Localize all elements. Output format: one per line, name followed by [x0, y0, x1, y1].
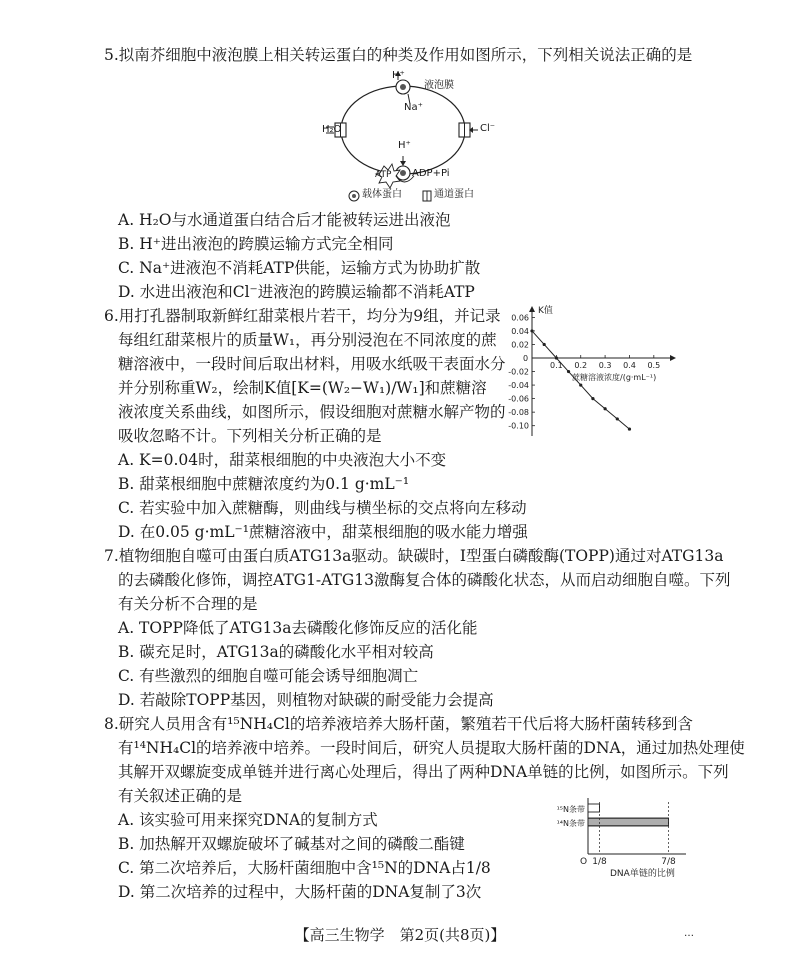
- legend-channel-icon: [423, 191, 431, 201]
- q8-stem-line-1: 8.研究人员用含有¹⁵NH₄Cl的培养液培养大肠杆菌，繁殖若干代后将大肠杆菌转移到含: [104, 715, 693, 733]
- q6-option-c: C. 若实验中加入蔗糖酶，则曲线与横坐标的交点将向左移动: [118, 499, 527, 517]
- q6-x-tick-label: 0.3: [598, 361, 612, 370]
- q6-y-tick-label: 0.06: [511, 313, 529, 323]
- legend-carrier-icon: [349, 191, 359, 201]
- q8-stem-line-3: 其解开双螺旋变成单链并进行离心处理后，得出了两种DNA单链的比例，如图所示。下列: [118, 763, 729, 781]
- q8-x-axis-label: DNA单链的比例: [610, 869, 675, 879]
- q6-y-tick-label: -0.08: [508, 408, 529, 418]
- q7-option-d: D. 若敲除TOPP基因，则植物对缺碳的耐受能力会提高: [118, 691, 494, 709]
- q5-stem: 5.拟南芥细胞中液泡膜上相关转运蛋白的种类及作用如图所示，下列相关说法正确的是: [104, 46, 693, 64]
- q6-y-axis-arrow-icon: [529, 306, 535, 312]
- q7-stem-line-3: 有关分析不合理的是: [118, 595, 258, 613]
- q6-data-point: [603, 407, 606, 410]
- q6-stem-line-2: 每组红甜菜根片的质量W₁，再分别浸泡在不同浓度的蔗: [118, 331, 497, 349]
- q7-option-b: B. 碳充足时，ATG13a的磷酸化水平相对较高: [118, 643, 434, 661]
- q8-option-d: D. 第二次培养的过程中，大肠杆菌的DNA复制了3次: [118, 883, 482, 901]
- q5-top-ion-label: H⁺: [392, 70, 405, 81]
- q5-atp-label: ATP: [375, 170, 392, 180]
- q6-x-tick-label: 0.1: [549, 361, 563, 370]
- page-footer: 【高三生物学 第2页(共8页)】: [294, 926, 506, 944]
- q6-data-point: [628, 427, 631, 430]
- q6-y-tick-label: 0.02: [511, 340, 529, 350]
- q6-stem-line-5: 液浓度关系曲线，如图所示，假设细胞对蔗糖水解产物的: [118, 403, 506, 421]
- q8-bar: [588, 818, 669, 826]
- q6-data-point: [591, 397, 594, 400]
- q6-y-tick-label: -0.02: [508, 367, 529, 377]
- q6-data-point: [567, 370, 570, 373]
- q5-membrane-label: 液泡膜: [424, 80, 454, 91]
- q8-dna-strand-chart: [530, 796, 710, 880]
- q8-stem-line-4: 有关叙述正确的是: [118, 787, 243, 805]
- q6-x-axis-arrow-icon: [670, 355, 676, 361]
- q5-na-label: Na⁺: [404, 102, 423, 113]
- q6-x-tick-label: 0.2: [574, 361, 588, 370]
- carrier-protein-top-icon: [396, 80, 410, 94]
- q6-stem-line-1: 6.用打孔器制取新鲜红甜菜根片若干，均分为9组，并记录: [104, 307, 501, 325]
- q5-transport-figure: [318, 70, 518, 204]
- q6-y-tick-label: 0.04: [511, 326, 529, 336]
- q5-option-c: C. Na⁺进液泡不消耗ATP供能，运输方式为协助扩散: [118, 259, 481, 277]
- q6-y-tick-label: -0.04: [508, 381, 529, 391]
- q6-data-point: [579, 383, 582, 386]
- q6-x-axis-label: 蔗糖溶液浓度/(g·mL⁻¹): [572, 373, 657, 382]
- q6-y-axis-label: K值: [538, 306, 553, 316]
- q5-legend-channel: 通道蛋白: [434, 189, 474, 200]
- q8-stem-line-2: 有¹⁴NH₄Cl的培养液中培养。一段时间后，研究人员提取大肠杆菌的DNA，通过加热处理使: [118, 739, 745, 757]
- q6-option-d: D. 在0.05 g·mL⁻¹蔗糖溶液中，甜菜根细胞的吸水能力增强: [118, 523, 528, 541]
- q5-adp-label: ADP+Pi: [412, 168, 450, 179]
- q5-cl-label: Cl⁻: [480, 123, 496, 134]
- q8-origin-label: O: [580, 857, 588, 867]
- q6-stem-line-3: 糖溶液中，一段时间后取出材料，用吸水纸吸干表面水分: [118, 355, 506, 373]
- q5-option-d: D. 水进出液泡和Cl⁻进液泡的跨膜运输都不消耗ATP: [118, 283, 475, 301]
- q5-option-b: B. H⁺进出液泡的跨膜运输方式完全相同: [118, 235, 394, 253]
- q8-option-b: B. 加热解开双螺旋破坏了碱基对之间的磷酸二酯键: [118, 835, 465, 853]
- q8-option-c: C. 第二次培养后，大肠杆菌细胞中含¹⁵N的DNA占1/8: [118, 859, 491, 877]
- q8-x-tick-label: 1/8: [592, 857, 607, 867]
- q8-option-a: A. 该实验可用来探究DNA的复制方式: [118, 811, 378, 829]
- q6-k-value-chart: [486, 304, 700, 446]
- q8-category-label: ¹⁵N条带: [556, 805, 585, 814]
- q6-y-tick-label: -0.10: [508, 421, 529, 431]
- q6-stem-line-6: 吸收忽略不计。下列相关分析正确的是: [118, 427, 382, 445]
- q5-legend-carrier: 载体蛋白: [362, 189, 402, 200]
- q6-data-point: [543, 343, 546, 346]
- q5-inner-h-label: H⁺: [398, 140, 411, 151]
- q6-option-a: A. K=0.04时，甜菜根细胞的中央液泡大小不变: [118, 451, 447, 469]
- q5-option-a: A. H₂O与水通道蛋白结合后才能被转运进出液泡: [118, 211, 451, 229]
- q6-origin-label: 0: [523, 354, 529, 363]
- q6-x-tick-label: 0.4: [623, 361, 636, 370]
- corner-mark: …: [684, 928, 694, 939]
- q7-option-c: C. 有些激烈的细胞自噬可能会诱导细胞凋亡: [118, 667, 419, 685]
- q6-stem-line-4: 并分别称重W₂，绘制K值[K=(W₂−W₁)/W₁]和蔗糖溶: [118, 379, 487, 397]
- q6-data-point: [530, 329, 533, 332]
- q7-stem-line-2: 的去磷酸化修饰，调控ATG1-ATG13激酶复合体的磷酸化状态，从而启动细胞自噬。下列: [118, 571, 731, 589]
- q6-data-point: [616, 417, 619, 420]
- q8-bar: [588, 804, 600, 812]
- q5-water-label: H₂O: [322, 124, 342, 135]
- q6-data-point: [555, 356, 558, 359]
- q6-option-b: B. 甜菜根细胞中蔗糖浓度约为0.1 g·mL⁻¹: [118, 475, 410, 493]
- q6-y-tick-label: -0.06: [508, 394, 529, 404]
- q7-option-a: A. TOPP降低了ATG13a去磷酸化修饰反应的活化能: [118, 619, 478, 637]
- q8-x-tick-label: 7/8: [661, 857, 676, 867]
- q7-stem-line-1: 7.植物细胞自噬可由蛋白质ATG13a驱动。缺碳时，Ⅰ型蛋白磷酸酶(TOPP)通过对ATG13a: [104, 547, 724, 565]
- q6-x-tick-label: 0.5: [647, 361, 661, 370]
- channel-protein-right-icon: [459, 123, 470, 137]
- q8-category-label: ¹⁴N条带: [556, 819, 585, 828]
